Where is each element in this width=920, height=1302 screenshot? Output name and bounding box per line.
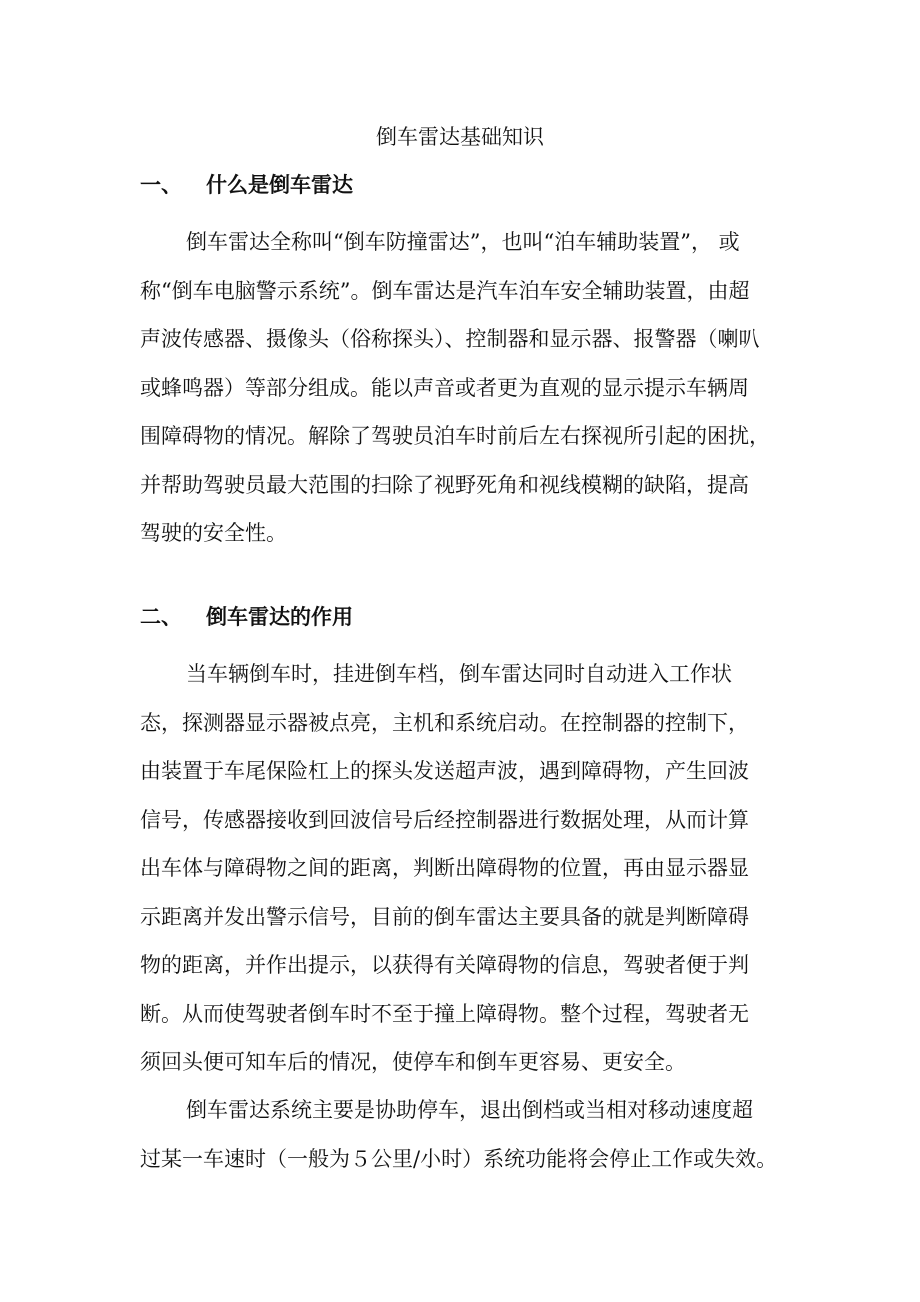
paragraph-line: 或蜂鸣器）等部分组成。能以声音或者更为直观的显示提示车辆周: [140, 375, 749, 400]
section-number-2: 二、: [140, 604, 182, 629]
paragraph-line: 由装置于车尾保险杠上的探头发送超声波，遇到障碍物，产生回波: [140, 759, 749, 783]
section-heading-text-1: 什么是倒车雷达: [206, 172, 353, 197]
section-heading-1: [140, 170, 353, 200]
paragraph-line: 须回头便可知车后的情况，使停车和倒车更容易、更安全。: [140, 1050, 686, 1074]
section-2-paragraph-2: [140, 1086, 780, 1183]
paragraph-line: 倒车雷达系统主要是协助停车，退出倒档或当相对移动速度超: [186, 1098, 753, 1122]
paragraph-line: 物的距离，并作出提示，以获得有关障碍物的信息，驾驶者便于判: [140, 953, 749, 977]
paragraph-line: 驾驶的安全性。: [140, 521, 287, 545]
paragraph-line: 出车体与障碍物之间的距离，判断出障碍物的位置，再由显示器显: [140, 856, 749, 880]
section-2-paragraph-1: [140, 650, 780, 1087]
paragraph-line: 信号，传感器接收到回波信号后经控制器进行数据处理，从而计算: [140, 807, 749, 832]
paragraph-line: 断。从而使驾驶者倒车时不至于撞上障碍物。整个过程，驾驶者无: [140, 1001, 749, 1026]
paragraph-line: 当车辆倒车时，挂进倒车档，倒车雷达同时自动进入工作状: [186, 662, 732, 686]
paragraph-line: 称“倒车电脑警示系统”。倒车雷达是汽车泊车安全辅助装置，由超: [140, 278, 750, 303]
section-number-1: 一、: [140, 172, 182, 197]
section-heading-2: [140, 602, 353, 632]
document-title: 倒车雷达基础知识: [376, 125, 544, 149]
paragraph-line: 声波传感器、摄像头（俗称探头）、控制器和显示器、报警器（喇叭: [140, 327, 760, 351]
paragraph-line: 态，探测器显示器被点亮，主机和系统启动。在控制器的控制下，: [140, 710, 749, 735]
paragraph-line: 示距离并发出警示信号，目前的倒车雷达主要具备的就是判断障碍: [140, 904, 749, 929]
paragraph-line: 倒车雷达全称叫“倒车防撞雷达”，也叫“泊车辅助装置”， 或: [186, 230, 740, 254]
section-heading-text-2: 倒车雷达的作用: [206, 604, 353, 629]
paragraph-line: 过某一车速时（一般为５公里/小时）系统功能将会停止工作或失效。: [140, 1146, 778, 1171]
paragraph-line: 围障碍物的情况。解除了驾驶员泊车时前后左右探视所引起的困扰，: [140, 424, 770, 448]
paragraph-line: 并帮助驾驶员最大范围的扫除了视野死角和视线模糊的缺陷，提高: [140, 472, 749, 497]
section-1-paragraph-1: [140, 218, 780, 558]
